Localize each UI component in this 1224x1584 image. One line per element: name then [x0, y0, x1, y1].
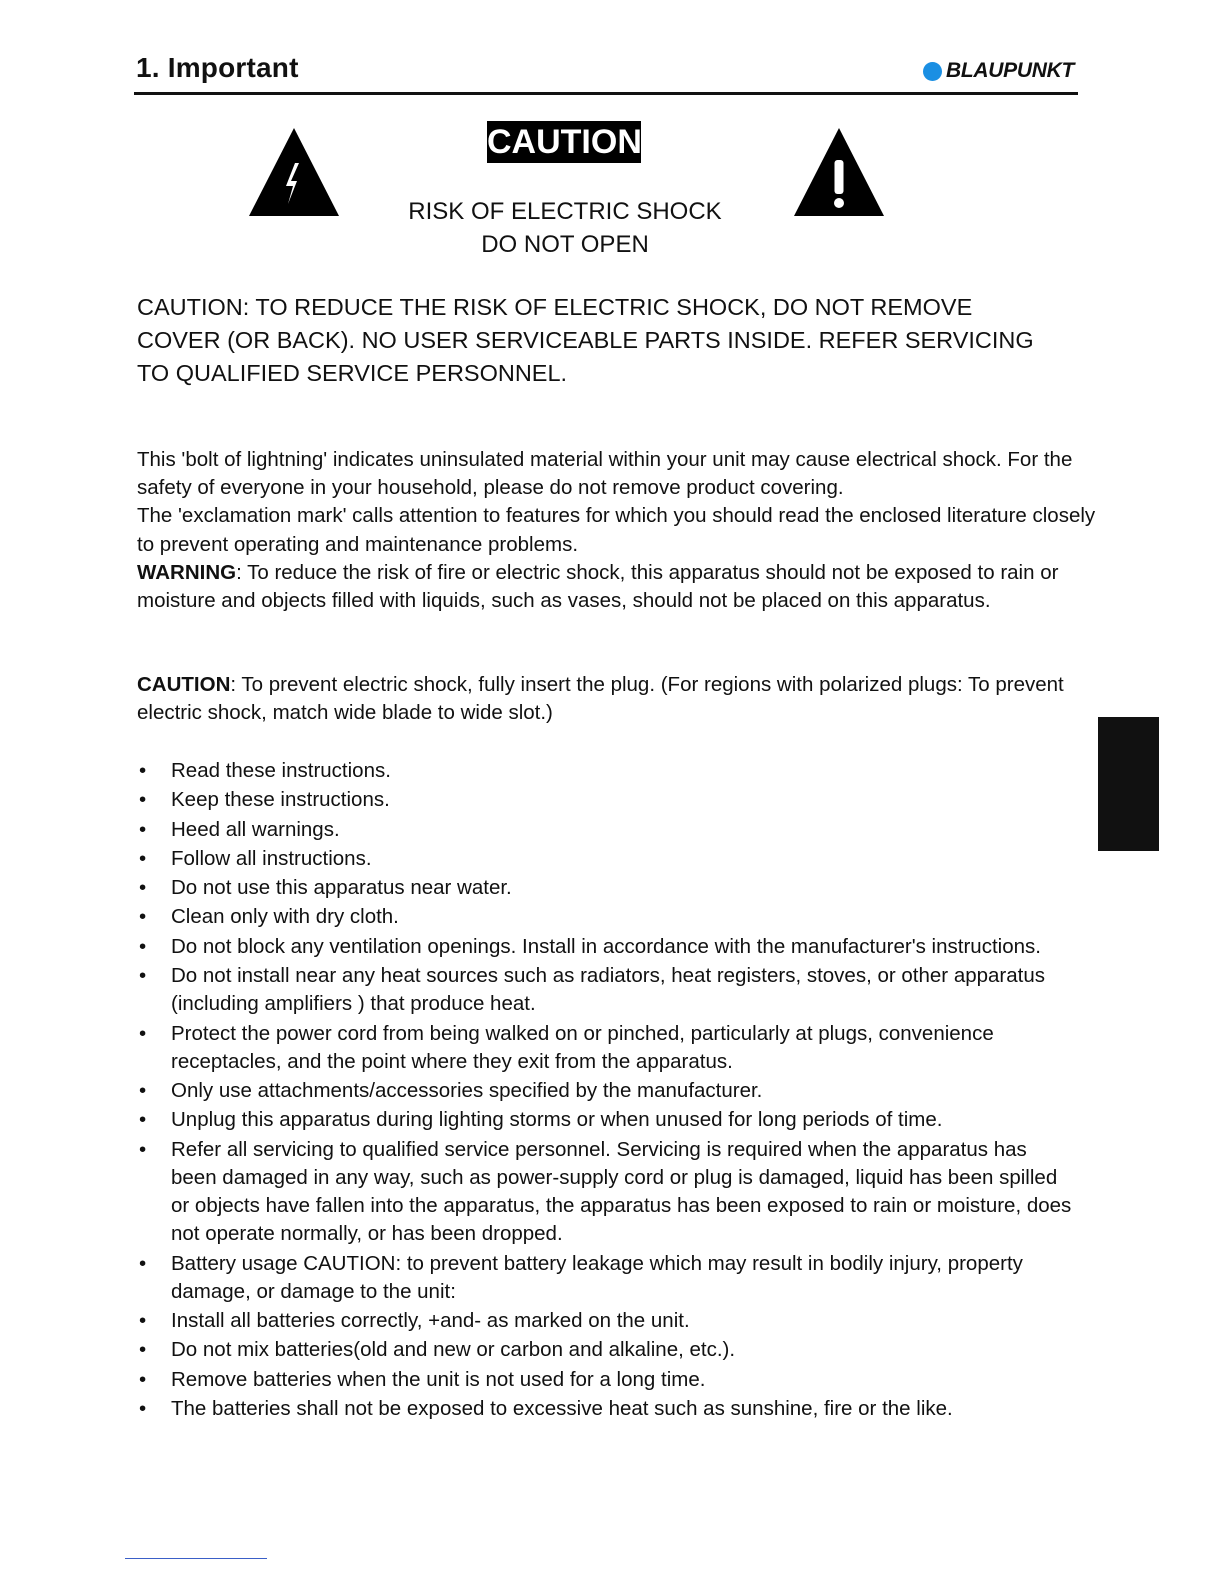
- caution-label: CAUTION: [487, 123, 642, 161]
- list-item: [137, 1020, 1077, 1076]
- list-item-text: Keep these instructions.: [171, 788, 390, 812]
- section-title: 1. Important: [136, 52, 299, 83]
- bullet-icon: •: [139, 1338, 147, 1362]
- bullet-icon: •: [139, 1079, 147, 1103]
- bullet-icon: •: [139, 1396, 147, 1420]
- list-item-text: Refer all servicing to qualified service personnel. Servicing is required when the apparatus has been damaged in any way, such as power-supply cord or plug is damaged, liquid has been spilled or objects have fallen into the apparatus, the apparatus has been exposed to rain or moisture, does not operate normally, or has been dropped.: [171, 1137, 1072, 1246]
- list-item: [137, 845, 1077, 873]
- list-item-text: Read these instructions.: [171, 759, 391, 782]
- exclamation-warning-icon: [793, 126, 885, 218]
- list-item-text: Battery usage CAUTION: to prevent battery leakage which may result in bodily injury, property damage, or damage to the unit:: [171, 1251, 1023, 1303]
- bullet-icon: •: [139, 1137, 147, 1161]
- bullet-icon: •: [139, 817, 147, 841]
- list-item: [137, 816, 1077, 844]
- warning-label: WARNING: [137, 560, 237, 584]
- list-item: [137, 1250, 1077, 1306]
- list-item: [137, 1366, 1077, 1394]
- footer-divider: [125, 1558, 267, 1559]
- intro-section: [137, 446, 1097, 615]
- plug-caution-text: : To prevent electric shock, fully insert the plug. (For regions with polarized plugs: To prevent electric shock, match wide blade to wide slot.): [137, 673, 1064, 725]
- list-item-text: The batteries shall not be exposed to excessive heat such as sunshine, fire or the like.: [171, 1396, 953, 1420]
- brand-logo: [923, 59, 1074, 83]
- list-item: [137, 874, 1077, 902]
- list-item: [137, 1336, 1077, 1364]
- list-item: [137, 962, 1077, 1018]
- brand-dot-icon: [923, 62, 942, 81]
- list-item-text: Do not block any ventilation openings. Install in accordance with the manufacturer's instructions.: [171, 934, 1041, 958]
- risk-of-shock-text: RISK OF ELECTRIC SHOCK: [408, 198, 722, 225]
- bullet-icon: •: [139, 964, 147, 988]
- bullet-icon: •: [139, 1021, 147, 1045]
- lightning-bolt-warning-icon: [248, 126, 340, 218]
- bullet-icon: •: [139, 788, 147, 812]
- brand-name: BLAUPUNKT: [946, 59, 1074, 82]
- list-item: [137, 1077, 1077, 1105]
- list-item: [137, 757, 1077, 785]
- list-item-text: Protect the power cord from being walked on or pinched, particularly at plugs, convenience receptacles, and the point where they exit from the apparatus.: [171, 1021, 994, 1073]
- bullet-icon: •: [139, 759, 147, 782]
- do-not-open-text: DO NOT OPEN: [481, 231, 649, 258]
- plug-caution-paragraph: [137, 671, 1077, 727]
- list-item: [137, 903, 1077, 931]
- list-item-text: Do not install near any heat sources such as radiators, heat registers, stoves, or other apparatus (including amplifiers ) that produce heat.: [171, 964, 1045, 1016]
- list-item: [137, 933, 1077, 961]
- list-item-text: Do not use this apparatus near water.: [171, 876, 512, 900]
- list-item: [137, 1307, 1077, 1335]
- caution-paragraph: CAUTION: TO REDUCE THE RISK OF ELECTRIC SHOCK, DO NOT REMOVE COVER (OR BACK). NO USER SERVICEABLE PARTS INSIDE. REFER SERVICING TO QUALIFIED SERVICE PERSONNEL.: [137, 294, 1034, 386]
- list-item-text: Remove batteries when the unit is not used for a long time.: [171, 1367, 706, 1391]
- bullet-icon: •: [139, 1309, 147, 1333]
- exclamation-explanation: The 'exclamation mark' calls attention to features for which you should read the enclosed literature closely to prevent operating and maintenance problems.: [137, 504, 1096, 556]
- list-item-text: Heed all warnings.: [171, 817, 340, 841]
- bullet-icon: •: [139, 876, 147, 900]
- warning-text: : To reduce the risk of fire or electric shock, this apparatus should not be exposed to rain or moisture and objects filled with liquids, such as vases, should not be placed on this apparatus.: [137, 560, 1059, 613]
- chapter-side-tab: [1098, 717, 1159, 851]
- bullet-icon: •: [139, 846, 147, 870]
- bullet-icon: •: [139, 934, 147, 958]
- safety-instructions-list: [137, 757, 1077, 1424]
- list-item: [137, 1106, 1077, 1134]
- bullet-icon: •: [139, 1251, 147, 1275]
- list-item-text: Follow all instructions.: [171, 846, 372, 870]
- warning-paragraph: [137, 559, 1097, 615]
- list-item-text: Do not mix batteries(old and new or carbon and alkaline, etc.).: [171, 1338, 736, 1362]
- list-item: [137, 786, 1077, 814]
- page-header: [134, 52, 1078, 95]
- bullet-icon: •: [139, 905, 147, 929]
- list-item: [137, 1395, 1077, 1423]
- list-item: [137, 1136, 1077, 1249]
- list-item-text: Only use attachments/accessories specified by the manufacturer.: [171, 1079, 763, 1103]
- bullet-icon: •: [139, 1108, 147, 1132]
- bullet-icon: •: [139, 1367, 147, 1391]
- list-item-text: Install all batteries correctly, +and- as marked on the unit.: [171, 1309, 690, 1333]
- plug-caution-label: CAUTION: [137, 673, 231, 696]
- list-item-text: Unplug this apparatus during lighting storms or when unused for long periods of time.: [171, 1108, 943, 1132]
- list-item-text: Clean only with dry cloth.: [171, 905, 399, 929]
- lightning-explanation: This 'bolt of lightning' indicates uninsulated material within your unit may cause electrical shock. For the safety of everyone in your household, please do not remove product covering.: [137, 448, 1073, 500]
